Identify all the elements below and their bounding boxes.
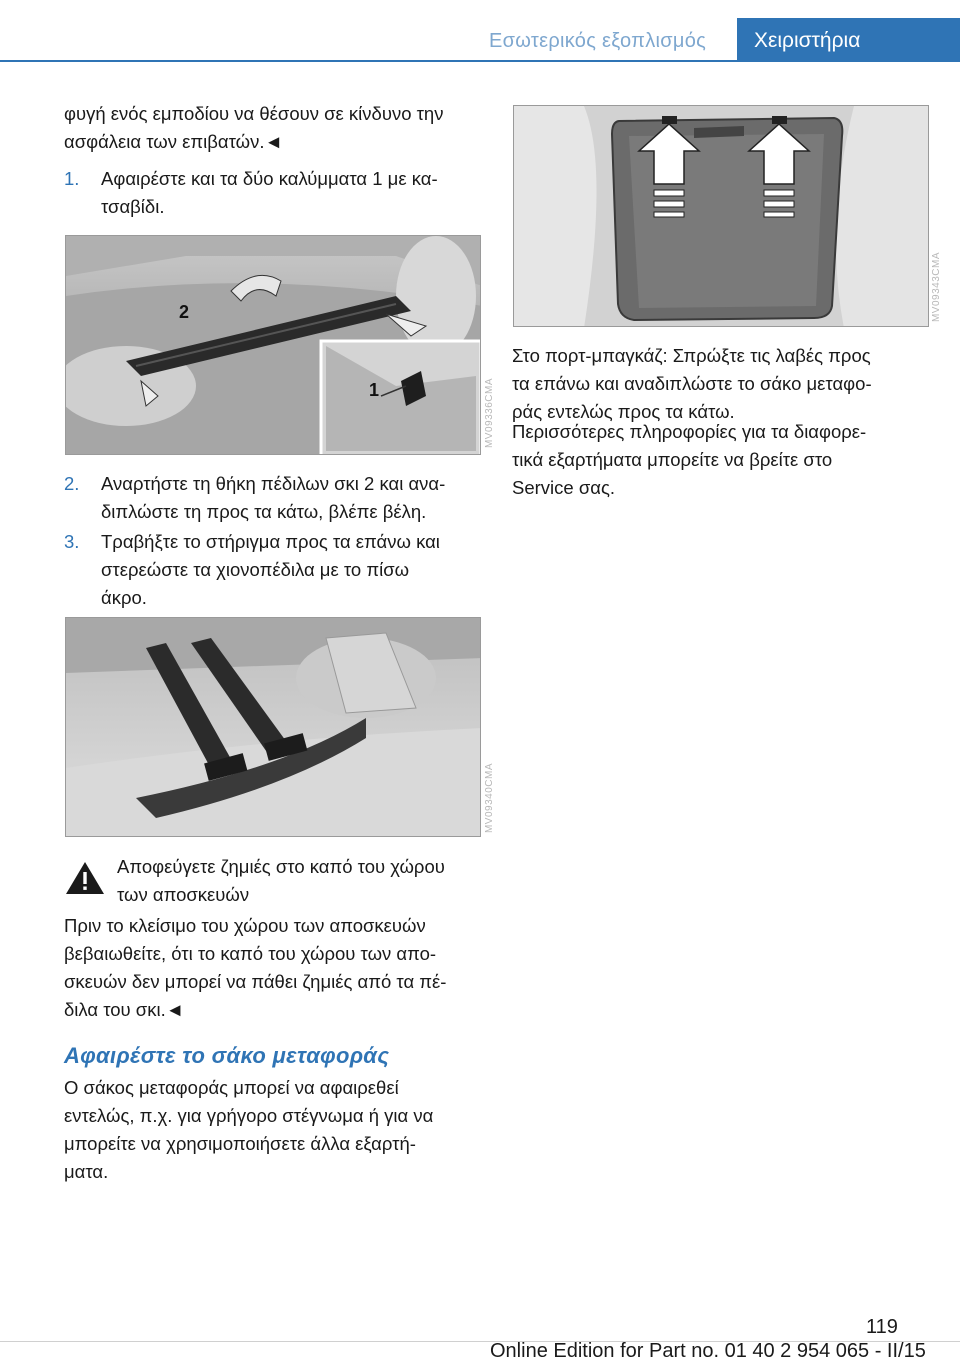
footer-edition: Online Edition for Part no. 01 40 2 954 065 - II/15	[490, 1340, 926, 1362]
warning-body	[64, 912, 489, 1024]
step-number: 1.	[64, 168, 80, 189]
step-line: διπλώστε τη προς τα κάτω, βλέπε βέλη.	[101, 501, 427, 522]
warning-body-line: Πριν το κλείσιμο του χώρου των αποσκευών	[64, 915, 426, 936]
section-body-line: ματα.	[64, 1161, 109, 1182]
step-line: άκρο.	[101, 587, 147, 608]
page-header	[0, 0, 960, 62]
step-line: στερεώστε τα χιονοπέδιλα με το πίσω	[101, 559, 410, 580]
right-paragraph-1	[512, 342, 932, 426]
step-line: Τραβήξτε το στήριγμα προς τα επάνω και	[101, 531, 440, 552]
intro-paragraph	[64, 100, 484, 156]
intro-line: φυγή ενός εμποδίου να θέσουν σε κίνδυνο την	[64, 103, 444, 124]
warning-body-line: διλα του σκι.◄	[64, 999, 185, 1020]
step-text	[101, 470, 445, 526]
step-number: 2.	[64, 473, 80, 494]
figure-ski-bag-covers	[65, 235, 481, 455]
intro-line: ασφάλεια των επιβατών.◄	[64, 131, 283, 152]
step-text	[101, 165, 438, 221]
figure-code: MV09340CMA	[484, 763, 495, 834]
section-body	[64, 1074, 489, 1186]
figure-label-2: 2	[179, 302, 190, 322]
warning-title	[117, 853, 487, 909]
paragraph-line: Περισσότερες πληροφορίες για τα διαφορε-	[512, 421, 867, 442]
header-section-title: Εσωτερικός εξοπλισμός	[489, 30, 707, 52]
right-paragraph-2	[512, 418, 932, 502]
figure-label-1: 1	[369, 380, 380, 400]
warning-title-line: Αποφεύγετε ζημιές στο καπό του χώρου	[117, 856, 445, 877]
paragraph-line: ράς εντελώς προς τα κάτω.	[512, 401, 735, 422]
step-line: τσαβίδι.	[101, 196, 165, 217]
paragraph-line: Service σας.	[512, 477, 615, 498]
section-heading: Αφαιρέστε το σάκο μεταφοράς	[64, 1043, 390, 1068]
paragraph-line: τα επάνω και αναδιπλώστε το σάκο μεταφο-	[512, 373, 872, 394]
step-2	[64, 470, 484, 526]
warning-body-line: βεβαιωθείτε, ότι το καπό του χώρου των απο-	[64, 943, 437, 964]
figure-transport-bag	[513, 105, 929, 327]
step-1	[64, 165, 484, 221]
page-number: 119	[866, 1316, 898, 1338]
step-number: 3.	[64, 531, 80, 552]
header-chapter-tab: Χειριστήρια	[737, 18, 960, 62]
step-3	[64, 528, 484, 612]
warning-triangle-icon	[64, 860, 106, 896]
paragraph-line: Στο πορτ-μπαγκάζ: Σπρώξτε τις λαβές προς	[512, 345, 871, 366]
figure-code: MV09343CMA	[931, 252, 942, 323]
section-body-line: Ο σάκος μεταφοράς μπορεί να αφαιρεθεί	[64, 1077, 399, 1098]
header-rule	[0, 60, 737, 62]
paragraph-line: τικά εξαρτήματα μπορείτε να βρείτε στο	[512, 449, 833, 470]
warning-title-line: των αποσκευών	[117, 884, 250, 905]
figure-skis-secured	[65, 617, 481, 837]
step-line: Αφαιρέστε και τα δύο καλύμματα 1 με κα-	[101, 168, 438, 189]
warning-body-line: σκευών δεν μπορεί να πάθει ζημιές από τα πέ-	[64, 971, 447, 992]
figure-code: MV09336CMA	[484, 378, 495, 449]
section-body-line: μπορείτε να χρησιμοποιήσετε άλλα εξαρτή-	[64, 1133, 416, 1154]
step-line: Αναρτήστε τη θήκη πέδιλων σκι 2 και ανα-	[101, 473, 446, 494]
step-text	[101, 528, 440, 612]
section-body-line: εντελώς, π.χ. για γρήγορο στέγνωμα ή για να	[64, 1105, 434, 1126]
